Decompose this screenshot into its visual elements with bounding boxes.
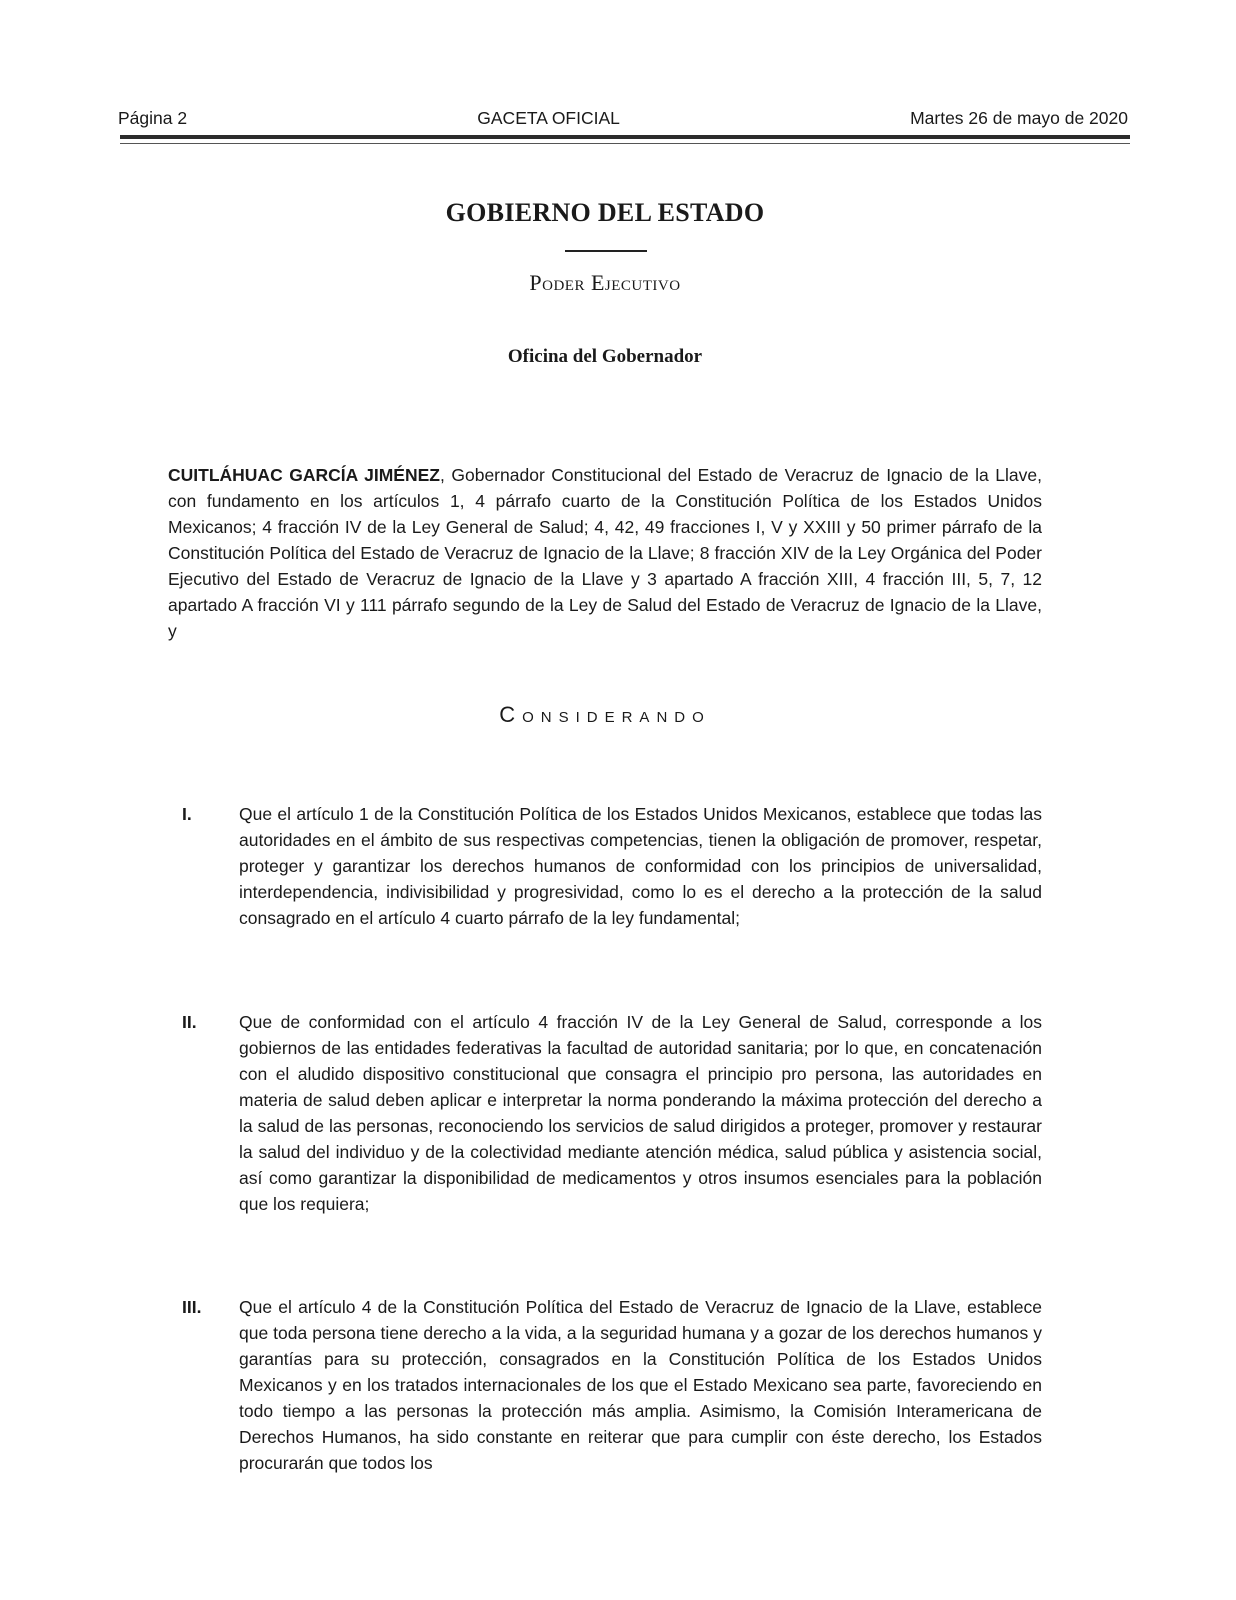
header-rule-thick — [120, 135, 1130, 139]
item-number: II. — [182, 1012, 197, 1032]
item-number: III. — [182, 1297, 202, 1317]
item-text: Que el artículo 1 de la Constitución Política de los Estados Unidos Mexicanos, establece que todas las autoridades en el ámbito de sus respectivas competencias, tienen la obligación de promover, respetar, proteger y garantizar los derechos humanos de conformidad con los principios de universalidad, interdependencia, indivisibilidad y progresividad, como lo es el derecho a la protección de la salud consagrado en el artículo 4 cuarto párrafo de la ley fundamental; — [239, 804, 1042, 928]
intro-paragraph — [168, 462, 1042, 644]
page-number: Página 2 — [118, 108, 188, 128]
item-text: Que el artículo 4 de la Constitución Política del Estado de Veracruz de Ignacio de la Llave, establece que toda persona tiene derecho a la vida, a la seguridad humana y a gozar de los derechos humanos y garantías para su protección, consagrados en la Constitución Política de los Estados Unidos Mexicanos y en los tratados internacionales de los que el Estado Mexicano sea parte, favoreciendo en todo tiempo a las personas la protección más amplia. Asimismo, la Comisión Interamericana de Derechos Humanos, ha sido constante en reiterar que para cumplir con éste derecho, los Estados procurarán que todos los — [239, 1297, 1042, 1473]
branch-title: Poder Ejecutivo — [529, 270, 681, 295]
governor-name: CUITLÁHUAC GARCÍA JIMÉNEZ — [168, 465, 440, 485]
header-rule-thin — [120, 143, 1130, 144]
considerando-item-2 — [168, 1009, 1042, 1217]
page-header — [118, 108, 1128, 129]
item-number: I. — [182, 804, 192, 824]
government-title: GOBIERNO DEL ESTADO — [445, 198, 765, 227]
considerando-item-1 — [168, 801, 1042, 931]
considerando-heading: Considerando — [499, 702, 711, 727]
considerando-item-3 — [168, 1294, 1042, 1476]
publication-date: Martes 26 de mayo de 2020 — [910, 108, 1128, 128]
intro-text: , Gobernador Constitucional del Estado de Veracruz de Ignacio de la Llave, con fundamento en los artículos 1, 4 párrafo cuarto de la Constitución Política de los Estados Unidos Mexicanos; 4 fracción IV de la Ley General de Salud; 4, 42, 49 fracciones I, V y XXIII y 50 primer párrafo de la Constitución Política del Estado de Veracruz de Ignacio de la Llave; 8 fracción XIV de la Ley Orgánica del Poder Ejecutivo del Estado de Veracruz de Ignacio de la Llave y 3 apartado A fracción XIII, 4 fracción III, 5, 7, 12 apartado A fracción VI y 111 párrafo segundo de la Ley de Salud del Estado de Veracruz de Ignacio de la Llave, y — [168, 465, 1042, 641]
title-divider — [565, 250, 647, 252]
office-title: Oficina del Gobernador — [507, 346, 703, 367]
publication-name: GACETA OFICIAL — [477, 108, 620, 128]
item-text: Que de conformidad con el artículo 4 fracción IV de la Ley General de Salud, corresponde a los gobiernos de las entidades federativas la facultad de autoridad sanitaria; por lo que, en concatenación con el aludido dispositivo constitucional que consagra el principio pro persona, las autoridades en materia de salud deben aplicar e interpretar la norma ponderando la máxima protección del derecho a la salud de las personas, reconociendo los servicios de salud dirigidos a proteger, promover y restaurar la salud del individuo y de la colectividad mediante atención médica, salud pública y asistencia social, así como garantizar la disponibilidad de medicamentos y otros insumos esenciales para la población que los requiera; — [239, 1012, 1042, 1214]
